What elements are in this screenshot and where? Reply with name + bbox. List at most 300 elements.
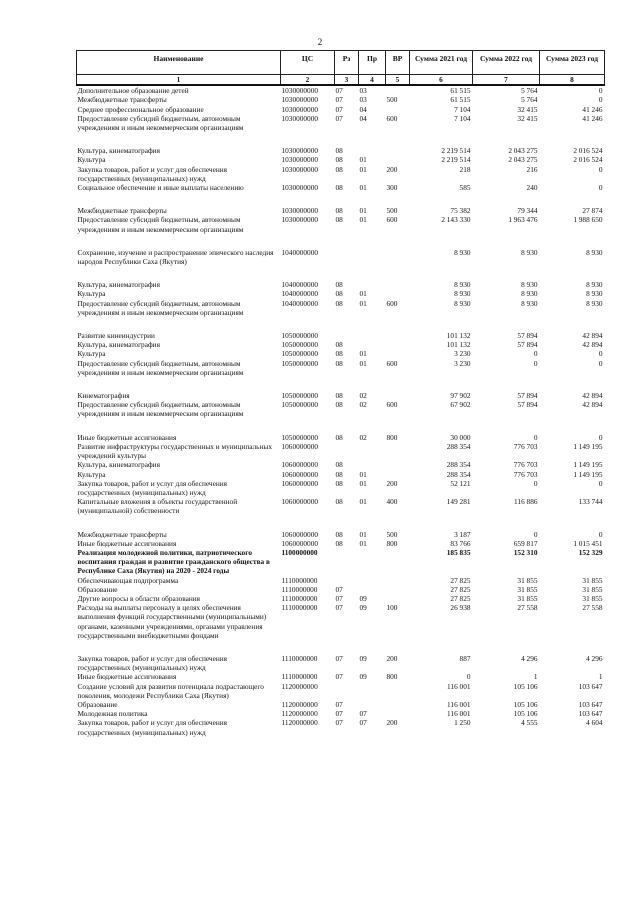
row-sum-2022: 2 043 275 xyxy=(508,146,538,156)
table-row xyxy=(77,682,605,700)
row-name: Культура, кинематография xyxy=(77,146,160,156)
row-sum-2022: 27 558 xyxy=(517,603,538,613)
row-cs-code: 1030000000 xyxy=(281,183,318,193)
row-sum-2023: 31 855 xyxy=(582,575,603,585)
row-sum-2021: 116 001 xyxy=(447,709,471,719)
row-cs-code: 1060000000 xyxy=(281,478,318,488)
row-rz-code: 08 xyxy=(335,497,343,507)
row-sum-2022: 31 855 xyxy=(517,584,538,594)
header-vr: ВР xyxy=(386,51,410,75)
row-vr-code xyxy=(386,709,410,718)
page-number: 2 xyxy=(317,37,323,47)
row-cs-code: 1060000000 xyxy=(281,441,318,451)
row-cs-code: 1120000000 xyxy=(281,718,318,728)
header-sum-2022: Сумма 2022 год xyxy=(473,51,540,75)
row-sum-2021: 97 902 xyxy=(450,391,471,401)
table-row xyxy=(77,146,605,155)
row-spacer xyxy=(77,192,605,206)
row-rz-code: 08 xyxy=(335,391,343,401)
header-name: Наименование xyxy=(77,51,281,75)
row-sum-2021: 27 825 xyxy=(450,593,471,603)
row-pr-code: 01 xyxy=(359,478,367,488)
row-sum-2021: 8 930 xyxy=(454,289,471,299)
row-pr-code: 01 xyxy=(359,183,367,193)
row-name: Развитие кинеиндустрии xyxy=(77,331,155,341)
row-pr-code: 01 xyxy=(359,206,367,216)
table-row xyxy=(77,709,605,718)
row-sum-2021: 2 219 514 xyxy=(441,146,471,156)
row-vr-code: 200 xyxy=(386,653,398,663)
table-row xyxy=(77,585,605,594)
column-number: 7 xyxy=(473,75,540,86)
row-vr-code xyxy=(386,280,410,289)
table-row xyxy=(77,548,605,576)
table-row xyxy=(77,183,605,192)
row-sum-2022: 57 894 xyxy=(517,400,538,410)
row-vr-code xyxy=(386,331,410,340)
row-sum-2021: 585 xyxy=(459,183,471,193)
row-spacer xyxy=(77,640,605,654)
table-row xyxy=(77,215,605,233)
row-sum-2022: 31 855 xyxy=(517,593,538,603)
table-row xyxy=(77,155,605,164)
row-pr-code: 07 xyxy=(359,718,367,728)
column-number: 6 xyxy=(410,75,473,86)
row-sum-2021: 7 104 xyxy=(454,104,471,114)
row-sum-2021: 116 001 xyxy=(447,699,471,709)
table-row xyxy=(77,672,605,681)
table-row xyxy=(77,530,605,539)
row-sum-2022: 57 894 xyxy=(517,391,538,401)
row-name: Дополнительное образование детей xyxy=(77,86,189,96)
row-spacer-cell xyxy=(77,419,605,433)
row-vr-code: 500 xyxy=(386,95,398,105)
row-name: Культура xyxy=(77,469,106,479)
row-spacer xyxy=(77,266,605,280)
row-name: Межбюджетные трансферты xyxy=(77,206,167,216)
row-rz-code: 08 xyxy=(335,146,343,156)
row-vr-code xyxy=(386,548,410,576)
row-rz-code: 08 xyxy=(335,155,343,165)
row-sum-2023: 27 874 xyxy=(582,206,603,216)
row-cs-code: 1030000000 xyxy=(281,95,318,105)
row-sum-2023: 41 246 xyxy=(582,104,603,114)
row-pr-code: 04 xyxy=(359,113,367,123)
row-sum-2021: 67 902 xyxy=(450,400,471,410)
row-sum-2023: 0 xyxy=(598,95,603,105)
row-cs-code: 1060000000 xyxy=(281,529,318,539)
row-rz-code: 08 xyxy=(335,215,343,225)
row-pr-code: 01 xyxy=(359,164,367,174)
row-cs-code: 1060000000 xyxy=(281,538,318,548)
row-sum-2023: 1 149 195 xyxy=(573,460,603,470)
row-pr-code xyxy=(359,280,386,289)
row-vr-code: 200 xyxy=(386,164,398,174)
row-vr-code xyxy=(386,85,410,95)
row-sum-2022: 0 xyxy=(533,529,538,539)
row-name: Межбюджетные трансферты xyxy=(77,95,167,105)
row-name: Межбюджетные трансферты xyxy=(77,529,167,539)
row-sum-2022: 57 894 xyxy=(517,331,538,341)
row-name: Образование xyxy=(77,584,118,594)
row-pr-code: 01 xyxy=(359,358,367,368)
row-sum-2021: 75 382 xyxy=(450,206,471,216)
row-cs-code: 1110000000 xyxy=(281,575,318,585)
row-cs-code: 1040000000 xyxy=(281,280,318,290)
row-pr-code xyxy=(359,442,386,460)
row-cs-code: 1050000000 xyxy=(281,400,318,410)
table-row xyxy=(77,299,605,317)
row-sum-2022: 5 764 xyxy=(521,95,538,105)
row-sum-2022: 2 043 275 xyxy=(508,155,538,165)
row-cs-code: 1030000000 xyxy=(281,215,318,225)
row-sum-2023: 1 015 451 xyxy=(573,538,603,548)
row-sum-2023: 8 930 xyxy=(586,280,603,290)
row-vr-code xyxy=(386,442,410,460)
row-sum-2022: 105 106 xyxy=(513,681,538,691)
row-name: Развитие инфраструктуры государственных и муниципальных учреждений культуры xyxy=(77,441,272,461)
row-sum-2022: 57 894 xyxy=(517,340,538,350)
row-rz-code xyxy=(335,248,359,266)
row-cs-code: 1110000000 xyxy=(281,603,318,613)
table-row xyxy=(77,400,605,418)
row-sum-2022: 5 764 xyxy=(521,86,538,96)
row-sum-2022: 1 963 476 xyxy=(508,215,538,225)
row-vr-code xyxy=(386,146,410,155)
row-vr-code: 300 xyxy=(386,183,398,193)
row-cs-code: 1050000000 xyxy=(281,340,318,350)
row-sum-2023: 8 930 xyxy=(586,247,603,257)
row-spacer-cell xyxy=(77,192,605,206)
row-sum-2023: 0 xyxy=(598,358,603,368)
table-row xyxy=(77,85,605,95)
row-rz-code: 07 xyxy=(335,86,343,96)
table-row xyxy=(77,718,605,736)
row-spacer-cell xyxy=(77,516,605,530)
row-spacer xyxy=(77,516,605,530)
header-cs: ЦС xyxy=(281,51,335,75)
row-sum-2023: 8 930 xyxy=(586,289,603,299)
row-rz-code: 07 xyxy=(335,699,343,709)
row-sum-2021: 887 xyxy=(459,653,471,663)
row-sum-2022: 79 344 xyxy=(517,206,538,216)
table-row xyxy=(77,442,605,460)
row-rz-code xyxy=(335,548,359,576)
row-sum-2021: 185 835 xyxy=(446,547,471,557)
row-name: Среднее профессиональное образование xyxy=(77,104,204,114)
row-spacer-cell xyxy=(77,266,605,280)
row-cs-code: 1110000000 xyxy=(281,584,318,594)
row-sum-2023: 1 149 195 xyxy=(573,441,603,451)
row-pr-code: 01 xyxy=(359,298,367,308)
row-vr-code: 200 xyxy=(386,718,398,728)
row-vr-code: 600 xyxy=(386,113,398,123)
row-sum-2021: 288 354 xyxy=(446,469,471,479)
row-sum-2023: 103 647 xyxy=(578,681,603,691)
row-sum-2021: 0 xyxy=(466,672,471,682)
row-rz-code xyxy=(335,682,359,700)
row-cs-code: 1050000000 xyxy=(281,391,318,401)
row-cs-code: 1040000000 xyxy=(281,247,318,257)
column-number: 5 xyxy=(386,75,410,86)
row-pr-code: 01 xyxy=(359,529,367,539)
row-sum-2022: 4 296 xyxy=(521,653,538,663)
row-spacer-cell xyxy=(77,317,605,331)
row-sum-2021: 101 132 xyxy=(446,340,471,350)
row-sum-2021: 3 230 xyxy=(454,358,471,368)
row-rz-code xyxy=(335,331,359,340)
row-vr-code xyxy=(386,585,410,594)
row-spacer xyxy=(77,419,605,433)
row-pr-code xyxy=(359,548,386,576)
row-sum-2021: 2 143 330 xyxy=(441,215,471,225)
row-sum-2023: 2 016 524 xyxy=(573,155,603,165)
row-sum-2022: 0 xyxy=(533,349,538,359)
row-vr-code xyxy=(386,700,410,709)
row-cs-code: 1050000000 xyxy=(281,331,318,341)
row-cs-code: 1050000000 xyxy=(281,432,318,442)
row-rz-code: 08 xyxy=(335,349,343,359)
row-sum-2022: 776 703 xyxy=(513,460,538,470)
row-rz-code: 08 xyxy=(335,289,343,299)
row-name: Закупка товаров, работ и услуг для обеспечения государственных (муниципальных) нужд xyxy=(77,478,227,497)
row-pr-code: 02 xyxy=(359,432,367,442)
row-vr-code: 500 xyxy=(386,529,398,539)
row-name: Культура, кинематография xyxy=(77,280,160,290)
header-pr: Пр xyxy=(359,51,386,75)
table-row xyxy=(77,497,605,515)
row-name: Предоставление субсидий бюджетным, автономным учреждениям и иным некоммерческим организациям xyxy=(77,113,244,133)
row-rz-code: 08 xyxy=(335,164,343,174)
row-sum-2021: 61 515 xyxy=(450,95,471,105)
column-number-row xyxy=(77,75,605,86)
table-row xyxy=(77,433,605,442)
row-name: Иные бюджетные ассигнования xyxy=(77,432,177,442)
row-sum-2021: 3 187 xyxy=(454,529,471,539)
row-pr-code: 01 xyxy=(359,289,367,299)
row-pr-code: 01 xyxy=(359,155,367,165)
row-name: Молодежная политика xyxy=(77,709,148,719)
row-pr-code: 01 xyxy=(359,497,367,507)
row-sum-2022: 8 930 xyxy=(521,280,538,290)
table-row xyxy=(77,105,605,114)
row-sum-2023: 31 855 xyxy=(582,593,603,603)
row-rz-code: 07 xyxy=(335,584,343,594)
table-row xyxy=(77,391,605,400)
row-sum-2022: 240 xyxy=(526,183,538,193)
table-row xyxy=(77,248,605,266)
row-pr-code: 09 xyxy=(359,593,367,603)
row-sum-2021: 3 230 xyxy=(454,349,471,359)
row-name: Культура xyxy=(77,289,106,299)
row-name: Другие вопросы в области образования xyxy=(77,593,201,603)
row-sum-2021: 61 515 xyxy=(450,86,471,96)
table-row xyxy=(77,340,605,349)
table-body xyxy=(77,85,605,737)
row-cs-code: 1030000000 xyxy=(281,86,318,96)
row-cs-code: 1110000000 xyxy=(281,593,318,603)
row-sum-2021: 116 001 xyxy=(447,681,471,691)
row-sum-2022: 0 xyxy=(533,432,538,442)
row-sum-2023: 42 894 xyxy=(582,391,603,401)
row-sum-2022: 8 930 xyxy=(521,289,538,299)
table-row xyxy=(77,280,605,289)
row-rz-code xyxy=(335,442,359,460)
row-vr-code xyxy=(386,289,410,298)
row-vr-code: 600 xyxy=(386,298,398,308)
row-sum-2021: 101 132 xyxy=(446,331,471,341)
row-sum-2022: 659 817 xyxy=(513,538,538,548)
row-sum-2022: 216 xyxy=(526,164,538,174)
row-sum-2022: 1 xyxy=(533,672,538,682)
table-row xyxy=(77,289,605,298)
row-name: Сохранение, изучение и распространение эпического наследия народов Республики Саха (Якутия) xyxy=(77,247,274,267)
table-row xyxy=(77,460,605,469)
row-pr-code: 01 xyxy=(359,349,367,359)
row-pr-code: 02 xyxy=(359,391,367,401)
row-vr-code: 600 xyxy=(386,400,398,410)
row-sum-2021: 8 930 xyxy=(454,247,471,257)
row-pr-code: 01 xyxy=(359,215,367,225)
table-row xyxy=(77,359,605,377)
row-sum-2023: 8 930 xyxy=(586,298,603,308)
table-row xyxy=(77,700,605,709)
header-rz: Рз xyxy=(335,51,359,75)
row-vr-code xyxy=(386,682,410,700)
row-cs-code: 1050000000 xyxy=(281,358,318,368)
row-cs-code: 1040000000 xyxy=(281,289,318,299)
row-sum-2022: 105 106 xyxy=(513,709,538,719)
row-name: Капитальные вложения в объекты государственной (муниципальной) собственности xyxy=(77,497,238,516)
row-cs-code: 1100000000 xyxy=(281,547,318,557)
row-name: Культура xyxy=(77,349,106,359)
row-pr-code xyxy=(359,682,386,700)
table-row xyxy=(77,594,605,603)
row-pr-code: 01 xyxy=(359,538,367,548)
row-vr-code: 800 xyxy=(386,672,398,682)
row-vr-code xyxy=(386,594,410,603)
row-vr-code xyxy=(386,340,410,349)
table-row xyxy=(77,114,605,132)
row-name: Культура xyxy=(77,155,106,165)
row-rz-code: 07 xyxy=(335,593,343,603)
row-vr-code xyxy=(386,460,410,469)
row-sum-2022: 0 xyxy=(533,358,538,368)
row-sum-2023: 0 xyxy=(598,349,603,359)
row-name: Создание условий для развития потенциала подрастающего поколения, молодежи Республики Саха (Якутия) xyxy=(77,681,264,700)
row-rz-code: 08 xyxy=(335,469,343,479)
row-rz-code: 08 xyxy=(335,280,343,290)
row-pr-code: 02 xyxy=(359,400,367,410)
row-vr-code xyxy=(386,248,410,266)
column-number: 4 xyxy=(359,75,386,86)
row-rz-code: 07 xyxy=(335,718,343,728)
row-sum-2023: 0 xyxy=(598,478,603,488)
row-name: Предоставление субсидий бюджетным, автономным учреждениям и иным некоммерческим организациям xyxy=(77,400,244,419)
row-rz-code xyxy=(335,576,359,585)
row-sum-2023: 103 647 xyxy=(578,699,603,709)
row-sum-2021: 288 354 xyxy=(446,460,471,470)
row-sum-2023: 27 558 xyxy=(582,603,603,613)
table-row xyxy=(77,576,605,585)
row-vr-code: 100 xyxy=(386,603,398,613)
row-cs-code: 1120000000 xyxy=(281,709,318,719)
row-pr-code xyxy=(359,700,386,709)
row-sum-2021: 52 121 xyxy=(450,478,471,488)
row-vr-code: 500 xyxy=(386,206,398,216)
row-name: Обеспечивающая подпрограмма xyxy=(77,575,179,585)
row-sum-2023: 4 604 xyxy=(586,718,603,728)
row-vr-code xyxy=(386,349,410,358)
row-sum-2022: 776 703 xyxy=(513,441,538,451)
row-cs-code: 1040000000 xyxy=(281,298,318,308)
row-cs-code: 1030000000 xyxy=(281,155,318,165)
table-row xyxy=(77,331,605,340)
row-sum-2023: 0 xyxy=(598,86,603,96)
row-name: Культура, кинематография xyxy=(77,460,160,470)
row-sum-2023: 0 xyxy=(598,183,603,193)
row-vr-code xyxy=(386,576,410,585)
row-sum-2021: 83 766 xyxy=(450,538,471,548)
row-sum-2023: 42 894 xyxy=(582,400,603,410)
row-pr-code: 07 xyxy=(359,709,367,719)
row-pr-code: 09 xyxy=(359,603,367,613)
row-rz-code: 08 xyxy=(335,206,343,216)
row-vr-code: 800 xyxy=(386,432,398,442)
row-vr-code: 600 xyxy=(386,215,398,225)
row-sum-2023: 42 894 xyxy=(582,331,603,341)
row-sum-2022: 32 415 xyxy=(517,104,538,114)
row-rz-code: 08 xyxy=(335,400,343,410)
row-name: Социальное обеспечение и иные выплаты населению xyxy=(77,183,244,193)
row-sum-2021: 2 219 514 xyxy=(441,155,471,165)
row-sum-2023: 103 647 xyxy=(578,709,603,719)
row-name: Иные бюджетные ассигнования xyxy=(77,672,177,682)
row-pr-code xyxy=(359,331,386,340)
row-sum-2023: 41 246 xyxy=(582,113,603,123)
row-name: Предоставление субсидий бюджетным, автономным учреждениям и иным некоммерческим организациям xyxy=(77,215,244,234)
row-sum-2021: 8 930 xyxy=(454,280,471,290)
row-sum-2021: 27 825 xyxy=(450,575,471,585)
budget-table xyxy=(76,50,605,737)
row-sum-2022: 32 415 xyxy=(517,113,538,123)
row-cs-code: 1030000000 xyxy=(281,164,318,174)
row-name: Закупка товаров, работ и услуг для обеспечения государственных (муниципальных) нужд xyxy=(77,164,227,183)
row-sum-2022: 8 930 xyxy=(521,247,538,257)
row-pr-code xyxy=(359,340,386,349)
row-rz-code: 08 xyxy=(335,529,343,539)
row-pr-code xyxy=(359,146,386,155)
row-sum-2023: 0 xyxy=(598,529,603,539)
row-sum-2023: 1 xyxy=(598,672,603,682)
row-rz-code: 08 xyxy=(335,340,343,350)
row-sum-2021: 1 250 xyxy=(454,718,471,728)
row-cs-code: 1030000000 xyxy=(281,146,318,156)
row-sum-2021: 27 825 xyxy=(450,584,471,594)
row-sum-2022: 105 106 xyxy=(513,699,538,709)
row-sum-2022: 4 555 xyxy=(521,718,538,728)
row-sum-2021: 7 104 xyxy=(454,113,471,123)
row-sum-2023: 152 329 xyxy=(578,547,603,557)
row-rz-code: 07 xyxy=(335,709,343,719)
column-number: 2 xyxy=(281,75,335,86)
row-pr-code: 09 xyxy=(359,653,367,663)
row-sum-2022: 116 886 xyxy=(514,497,538,507)
row-rz-code: 08 xyxy=(335,432,343,442)
row-sum-2021: 218 xyxy=(459,164,471,174)
row-name: Закупка товаров, работ и услуг для обеспечения государственных (муниципальных) нужд xyxy=(77,653,227,673)
row-vr-code xyxy=(386,391,410,400)
